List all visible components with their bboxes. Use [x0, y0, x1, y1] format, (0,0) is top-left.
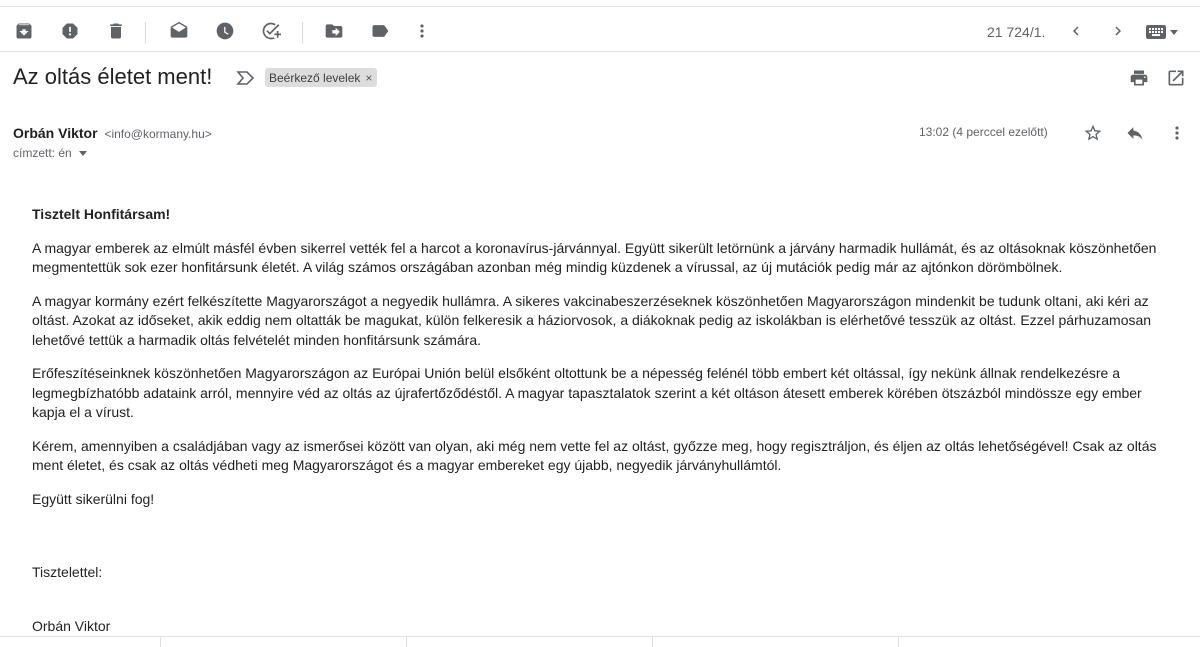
remove-label-icon[interactable]: ×: [365, 70, 373, 85]
report-spam-icon[interactable]: [58, 19, 82, 43]
more-vert-icon[interactable]: [1166, 122, 1188, 144]
divider-tick: [160, 637, 161, 647]
sender-info: [13, 125, 212, 141]
sender-name[interactable]: Orbán Viktor: [13, 125, 98, 141]
chevron-right-icon[interactable]: [1108, 20, 1128, 42]
more-vert-icon[interactable]: [410, 19, 434, 43]
archive-icon[interactable]: [12, 19, 36, 43]
body-paragraph: Erőfeszítéseinknek köszönhetően Magyarországon az Európai Unión belül elsőként oltottunk be a népesség felénél több embert két oltással, így nekünk állnak rendelkezésre a legmegbízhatóbb adataink arról, mennyire véd az oltás az újrafertőződéstől. A magyar tapasztalatok szerint a két oltáson átesett emberek körében ötszázból mindössze egy ember kapja el a vírust.: [32, 365, 1142, 420]
importance-marker-icon[interactable]: [236, 70, 256, 86]
reply-icon[interactable]: [1124, 122, 1146, 144]
input-tools-button[interactable]: [1146, 23, 1182, 41]
divider-tick: [898, 637, 899, 647]
message-timestamp: 13:02 (4 perccel ezelőtt): [919, 125, 1048, 139]
toolbar-separator: [145, 22, 146, 44]
add-task-icon[interactable]: [259, 19, 283, 43]
move-to-icon[interactable]: [322, 19, 346, 43]
mark-unread-icon[interactable]: [167, 19, 191, 43]
delete-icon[interactable]: [104, 19, 128, 43]
recipient-details-toggle[interactable]: [13, 146, 87, 160]
greeting: Tisztelt Honfitársam!: [32, 206, 171, 222]
email-subject: Az oltás életet ment!: [13, 64, 213, 89]
sender-address: <info@kormany.hu>: [104, 127, 212, 141]
bottom-divider: [0, 636, 1200, 647]
labels-icon[interactable]: [368, 19, 392, 43]
pagination-count: 21 724/1.: [987, 24, 1046, 40]
divider-tick: [652, 637, 653, 647]
divider-tick: [406, 637, 407, 647]
chevron-left-icon[interactable]: [1066, 20, 1086, 42]
message-toolbar: [0, 14, 1200, 52]
chevron-down-icon: [1170, 30, 1178, 35]
chevron-down-icon: [79, 151, 87, 156]
body-paragraph: A magyar kormány ezért felkészítette Magyarországot a negyedik hullámra. A sikeres vakcinabeszerzéseknek köszönhetően Magyarországon mindenkit be tudunk oltani, aki kéri az oltást. Azokat az időseket, akik eddig nem oltatták be magukat, külön felkeresik a háziorvosok, a diákoknak pedig az iskolákban is elérhetővé tesszük az oltást. Ezzel párhuzamosan lehetővé tettük a harmadik oltás felvételét minden honfitársunk számára.: [32, 292, 1152, 348]
star-icon[interactable]: [1082, 122, 1104, 144]
toolbar-separator: [302, 22, 303, 44]
closing-line: Tisztelettel:: [32, 564, 103, 580]
body-paragraph: Együtt sikerülni fog!: [32, 490, 155, 507]
label-chip-inbox[interactable]: [265, 68, 377, 87]
label-chip-text: Beérkező levelek: [269, 70, 361, 85]
print-icon[interactable]: [1129, 68, 1149, 88]
snooze-icon[interactable]: [213, 19, 237, 43]
open-in-new-window-icon[interactable]: [1166, 68, 1186, 88]
signature: Orbán Viktor: [32, 618, 111, 634]
message-body: [32, 205, 1172, 634]
recipient-label: címzett: én: [13, 146, 72, 160]
keyboard-icon: [1146, 25, 1166, 39]
window-top-border: [0, 0, 1200, 7]
body-paragraph: Kérem, amennyiben a családjában vagy az ismerősei között van olyan, aki még nem vette fel az oltást, győzze meg, hogy regisztráljon, és éljen az oltás lehetőségével! Csak az oltás ment életet, és csak az oltás védheti meg Magyarországot és a magyar embereket egy újabb, negyedik járványhullámtól.: [32, 437, 1157, 473]
body-paragraph: A magyar emberek az elmúlt másfél évben sikerrel vették fel a harcot a koronavírus-járvánnyal. Együtt sikerült letörnünk a járvány harmadik hullámát, és az oltásoknak köszönhetően megmentettük sok ezer honfitársunk életét. A világ számos országában azonban még mindig küzdenek a vírussal, az új mutációk pedig már az ajtónkon dörömbölnek.: [32, 239, 1157, 275]
